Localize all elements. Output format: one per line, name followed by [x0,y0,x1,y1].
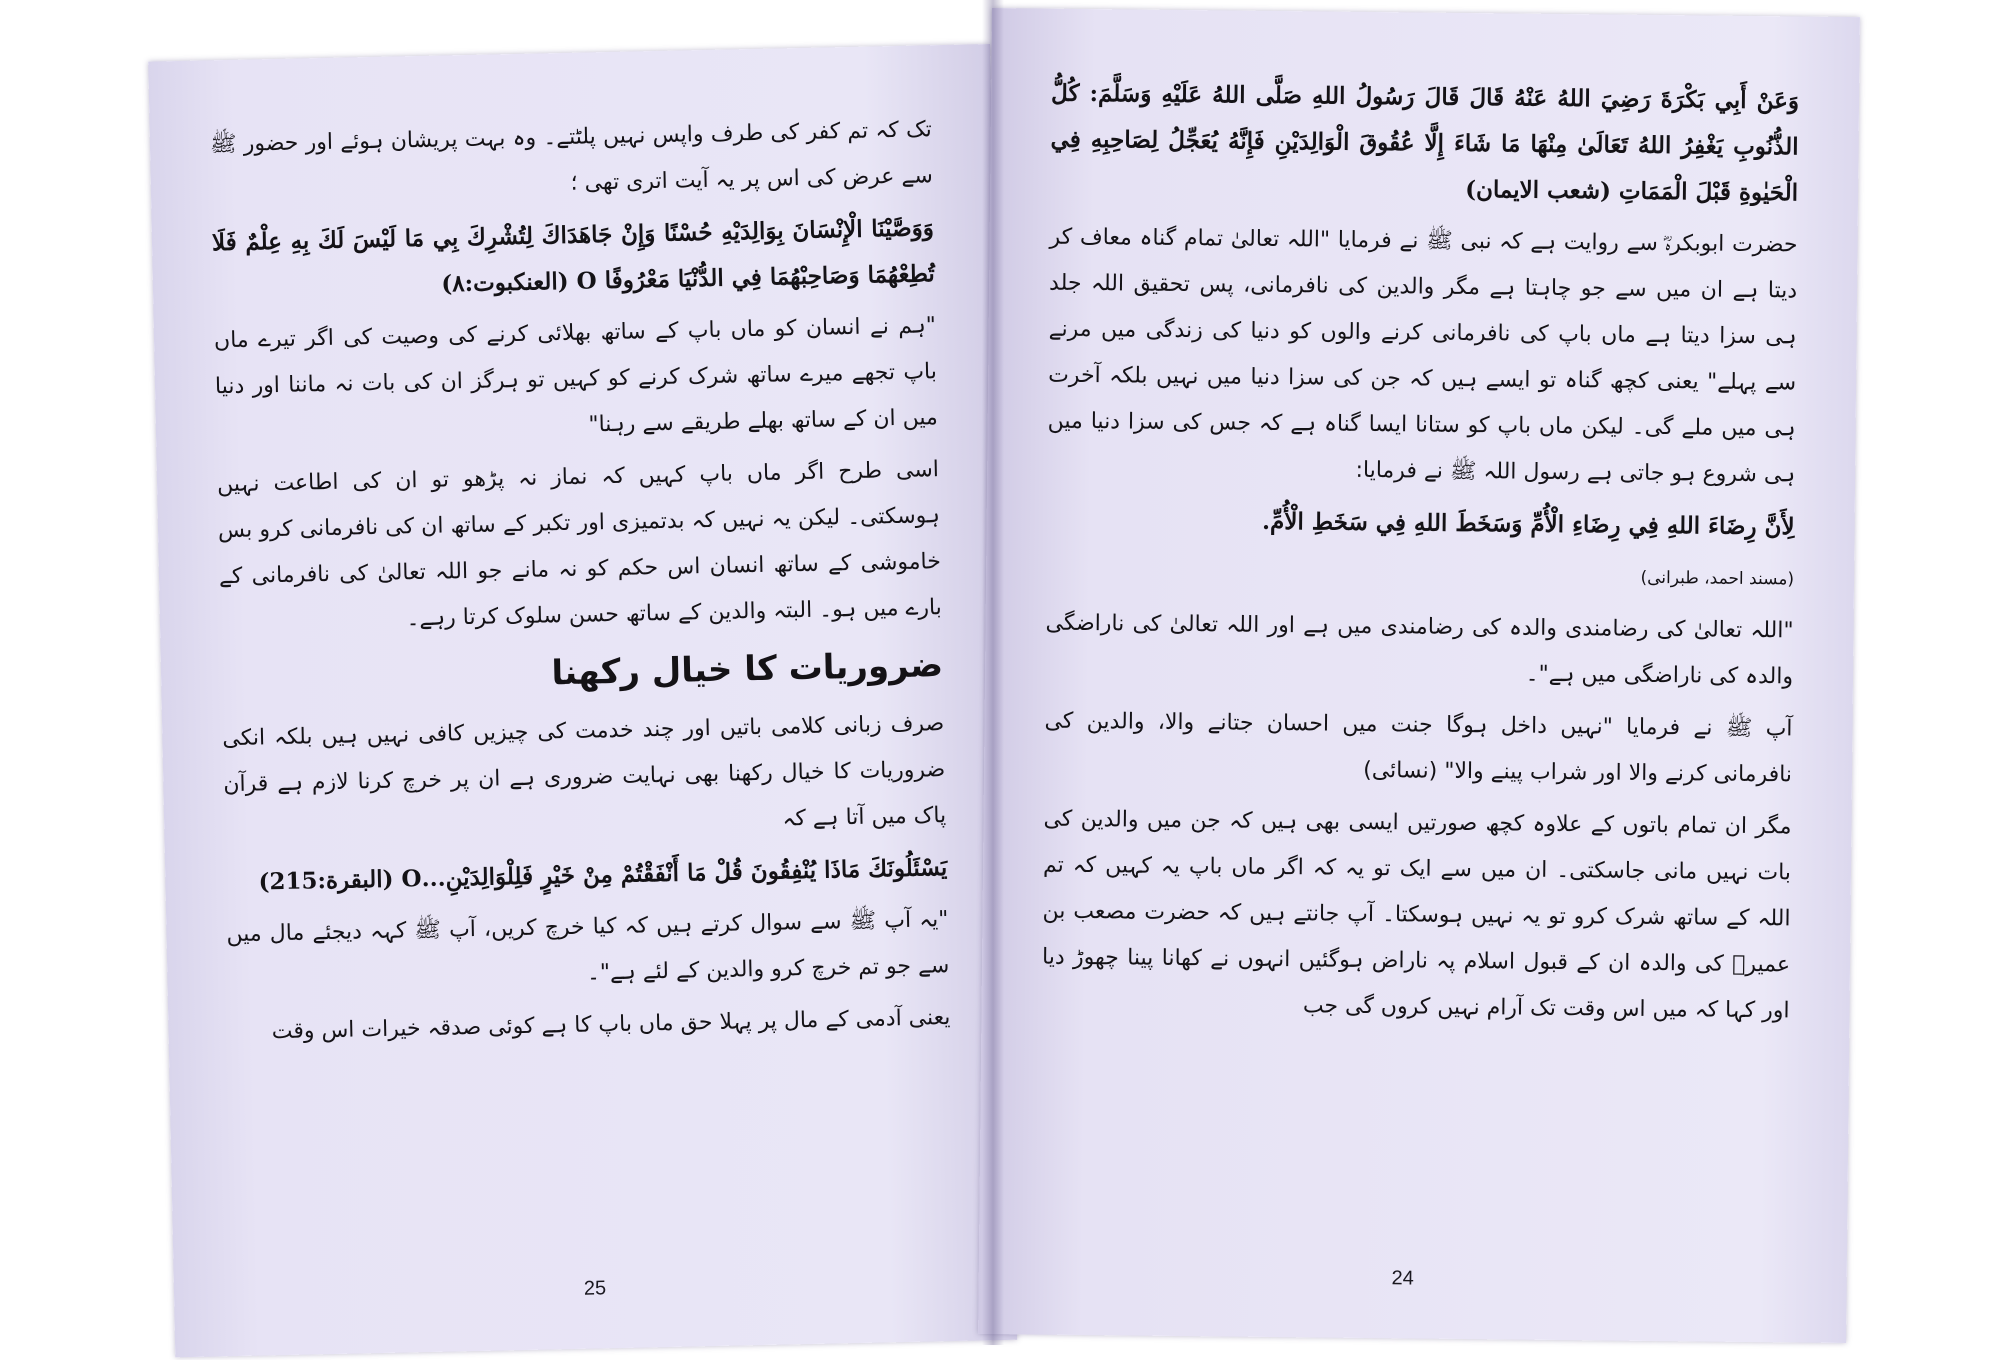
paragraph: "ہم نے انسان کو ماں باپ کے ساتھ بھلائی کرنے کی وصیت کی اگر تیرے ماں باپ تجھے میرے ساتھ شرک کرنے کو کہیں تو ہرگز ان کی بات نہ ماننا اور دنیا میں ان کے ساتھ بھلے طریقے سے رہنا" [213,313,939,438]
paragraph: صرف زبانی کلامی باتیں اور چند خدمت کی چیزیں کافی نہیں ہیں بلکہ انکی ضروریات کا خیال رکھنا بھی نہایت ضروری ہے ان پر خرچ کرنا لازم ہے قرآن پاک میں آتا ہے کہ [222,711,947,832]
section-heading: ضروریات کا خیال رکھنا [551,645,944,694]
right-page [978,8,1860,1343]
right-page-text [1039,71,1799,1253]
page-number: 25 [583,1277,607,1300]
hadith-arabic: وَعَنْ أَبِي بَكْرَةَ رَضِيَ اللهُ عَنْهُ قَالَ قَالَ رَسُولُ اللهِ صَلَّى اللهُ عَلَيْهِ وَسَلَّمَ: كُلُّ الذُّنُوبِ يَغْفِرُ اللهُ تَعَالَىٰ مِنْهَا مَا شَاءَ إِلَّا عُقُوقَ الْوَالِدَيْنِ فَإِنَّهُ يُعَجِّلُ لِصَاحِبِهِ فِي الْحَيٰوةِ قَبْلَ الْمَمَاتِ (شعب الایمان) [1050,79,1800,207]
left-page-text [209,107,955,1266]
paragraph: اسی طرح اگر ماں باپ کہیں کہ نماز نہ پڑھو تو ان کی اطاعت نہیں ہوسکتی۔ لیکن یہ نہیں کہ بدتمیزی اور تکبر کے ساتھ ان کی نافرمانی کرو بس خاموشی کے ساتھ انسان اس حکم کو نہ مانے جو اللہ تعالیٰ کی نافرمانی کے بارے میں ہو۔ البتہ والدین کے ساتھ حسن سلوک کرتا رہے۔ [216,457,943,632]
page-number: 24 [1391,1267,1414,1290]
paragraph: مگر ان تمام باتوں کے علاوہ کچھ صورتیں ایسی بھی ہیں کہ جن میں والدین کی بات نہیں مانی جاسکتی۔ ان میں سے ایک تو یہ کہ اگر ماں باپ یہ کہیں کہ تم اللہ کے ساتھ شرک کرو تو یہ نہیں ہوسکتا۔ آپ جانتے ہیں کہ حضرت مصعب بن عمیرؓ کی والدہ ان کے قبول اسلام پہ ناراض ہوگئیں انہوں نے کھانا پینا چھوڑ دیا اور کہا کہ میں اس وقت تک آرام نہیں کروں گی جب [1041,806,1792,1024]
hadith-arabic: لِأَنَّ رِضَاءَ اللهِ فِي رِضَاءِ الْأُمِّ وَسَخَطَ اللهِ فِي سَخَطِ الْأُمِّ. [1261,507,1795,541]
left-page [148,44,1017,1357]
paragraph: آپ ﷺ نے فرمایا "نہیں داخل ہوگا جنت میں احسان جتانے والا، والدین کی نافرمانی کرنے والا اور شراب پینے والا" (نسائی) [1044,708,1793,788]
quran-verse: يَسْئَلُونَكَ مَاذَا يُنْفِقُونَ قُلْ مَا أَنْفَقْتُمْ مِنْ خَيْرٍ فَلِلْوَالِدَيْنِ...O (البقرة:215) [258,854,948,896]
hadith-reference: (مسند احمد، طبرانی) [1640,567,1795,590]
paragraph: تک کہ تم کفر کی طرف واپس نہیں پلٹتے۔ وہ بہت پریشان ہوئے اور حضور ﷺ سے عرض کی اس پر یہ آیت اتری تھی ؛ [209,117,934,196]
paragraph: "اللہ تعالیٰ کی رضامندی والدہ کی رضامندی میں ہے اور اللہ تعالیٰ کی ناراضگی والدہ کی ناراضگی میں ہے"۔ [1045,610,1794,690]
paragraph: یعنی آدمی کے مال پر پہلا حق ماں باپ کا ہے کوئی صدقہ خیرات اس وقت [271,1005,951,1045]
quran-verse: وَوَصَّيْنَا الْإِنْسَانَ بِوَالِدَيْهِ حُسْنًا وَإِنْ جَاهَدَاكَ لِتُشْرِكَ بِي مَا لَيْسَ لَكَ بِهِ عِلْمٌ فَلَا تُطِعْهُمَا وَصَاحِبْهُمَا فِي الدُّنْيَا مَعْرُوفًا O (العنکبوت:٨) [211,214,936,298]
paragraph: "یہ آپ ﷺ سے سوال کرتے ہیں کہ کیا خرچ کریں، آپ ﷺ کہہ دیجئے مال میں سے جو تم خرچ کرو والدین کے لئے ہے"۔ [226,907,950,986]
paragraph: حضرت ابوبکرہؓ سے روایت ہے کہ نبی ﷺ نے فرمایا "اللہ تعالیٰ تمام گناہ معاف کر دیتا ہے ان میں سے جو چاہتا ہے مگر والدین کی نافرمانی، پس تحقیق اللہ جلد ہی سزا دیتا ہے ماں باپ کی نافرمانی کرنے والوں کو دنیا کی زندگی میں مرنے سے پہلے" یعنی کچھ گناہ تو ایسے ہیں کہ جن کی سزا دنیا میں نہیں بلکہ آخرت ہی میں ملے گی۔ لیکن ماں باپ کو ستانا ایسا گناہ ہے کہ جس کی سزا دنیا میں ہی شروع ہو جاتی ہے رسول اللہ ﷺ نے فرمایا: [1047,224,1798,488]
